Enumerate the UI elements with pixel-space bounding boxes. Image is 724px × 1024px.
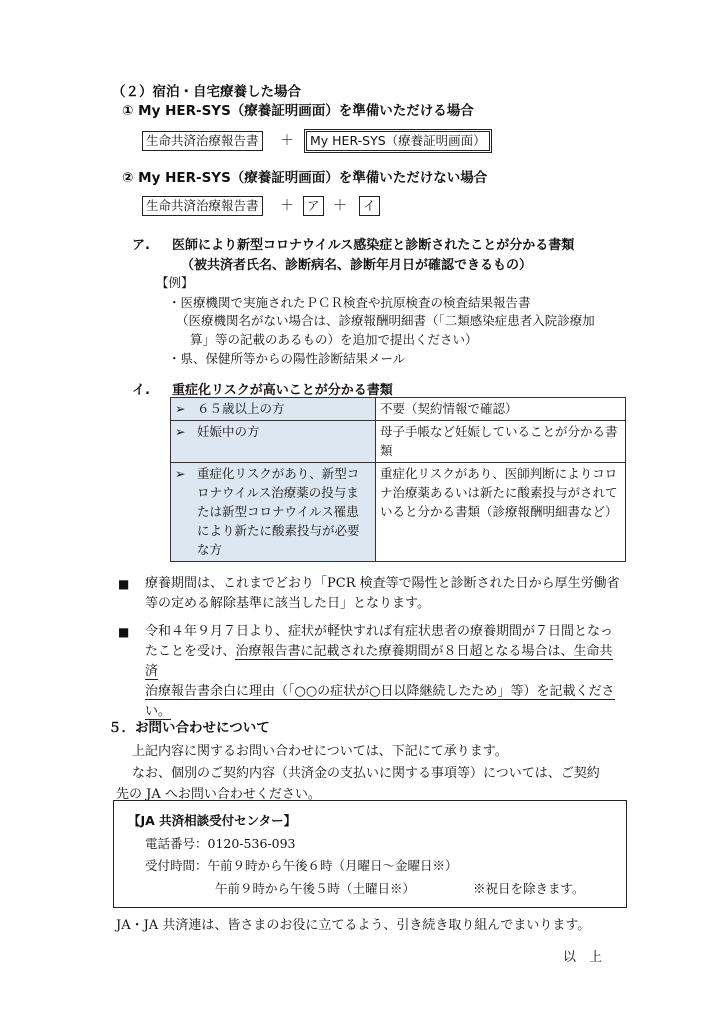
contact-hours: 受付時間：午前９時から午後６時（月曜日～金曜日※） bbox=[145, 858, 458, 873]
option2-title: ② My HER-SYS（療養証明画面）を準備いただけない場合 bbox=[122, 170, 488, 186]
contact-title: 【JA 共済相談受付センター】 bbox=[128, 813, 297, 828]
body-text: 先の JA へお問い合わせください。 bbox=[116, 787, 321, 802]
arrow-icon: ➢ bbox=[175, 466, 186, 481]
contact-hours: 午前９時から午後５時（土曜日※） bbox=[215, 881, 416, 896]
underlined-text: 治療報告書に記載された療養期間が８日超となる場合は、生命共済 bbox=[145, 644, 613, 679]
contact-box bbox=[113, 800, 627, 908]
example-line: （医療機関名がない場合は、診療報酬明細書（「二類感染症患者入院診療加 bbox=[176, 313, 595, 328]
item-a-title: 医師により新型コロナウイルス感染症と診断されたことが分かる書類 bbox=[172, 238, 575, 253]
option2-box-a: ア bbox=[303, 196, 324, 216]
required-document: 重症化リスクがあり、医師判断によりコロナ治療薬あるいは新たに酸素投与がされていると分かる書類（診療報酬明細書など） bbox=[376, 463, 626, 562]
plus-sign: ＋ bbox=[280, 133, 294, 149]
bullet-square: ■ bbox=[118, 577, 130, 591]
risk-condition: 妊娠中の方 bbox=[197, 424, 260, 439]
example-line: 算」等の記載のあるもの）を追加で提出ください） bbox=[190, 332, 478, 347]
option1-box-report: 生命共済治療報告書 bbox=[142, 131, 263, 151]
arrow-icon: ➢ bbox=[175, 424, 186, 439]
contact-phone: 電話番号：0120-536-093 bbox=[145, 836, 296, 851]
section-heading: （２）宿泊・自宅療養した場合 bbox=[112, 84, 301, 100]
example-line: ・県、保健所等からの陽性診断結果メール bbox=[168, 351, 406, 366]
item-a-subtitle: （被共済者氏名、診断病名、診断年月日が確認できるもの） bbox=[181, 258, 533, 273]
plus-sign: ＋ bbox=[280, 198, 294, 214]
required-document: 母子手帳など妊娠していることが分かる書類 bbox=[376, 421, 626, 463]
closing-text: JA・JA 共済連は、皆さまのお役に立てるよう、引き続き取り組んでまいります。 bbox=[116, 918, 591, 933]
risk-table bbox=[170, 397, 626, 562]
option2-box-i: イ bbox=[359, 196, 380, 216]
table-row bbox=[171, 463, 626, 562]
option1-title: ① My HER-SYS（療養証明画面）を準備いただける場合 bbox=[122, 103, 474, 119]
plus-sign: ＋ bbox=[333, 198, 347, 214]
option1-box-hersys: My HER-SYS（療養証明画面） bbox=[306, 131, 490, 151]
table-row bbox=[171, 398, 626, 421]
holiday-note: ※祝日を除きます。 bbox=[473, 881, 585, 896]
arrow-icon: ➢ bbox=[175, 401, 186, 416]
bullet-square: ■ bbox=[118, 625, 130, 639]
option2-box-report: 生命共済治療報告書 bbox=[142, 196, 263, 216]
example-line: ・医療機関で実施されたＰＣＲ検査や抗原検査の検査結果報告書 bbox=[168, 295, 531, 310]
underlined-text: 治療報告書余白に理由（「○○の症状が○日以降継続したため」等）を記載くださ bbox=[145, 684, 615, 699]
item-a-marker: ア. bbox=[132, 238, 150, 253]
underlined-text: い。 bbox=[145, 704, 172, 719]
risk-condition: 重症化リスクがあり、新型コロナウイルス治療薬の投与または新型コロナウイルス罹患により新たに酸素投与が必要な方 bbox=[197, 466, 360, 557]
item-i-marker: イ. bbox=[132, 383, 150, 398]
section-heading: ５．お問い合わせについて bbox=[108, 720, 270, 736]
end-mark: 以 上 bbox=[563, 950, 603, 965]
risk-condition: ６５歳以上の方 bbox=[197, 401, 285, 416]
required-document: 不要（契約情報で確認） bbox=[376, 398, 626, 421]
body-text: 上記内容に関するお問い合わせについては、下記にて承ります。 bbox=[132, 744, 508, 759]
table-row bbox=[171, 421, 626, 463]
note-paragraph: 令和４年９月７日より、症状が軽快すれば有症状患者の療養期間が７日間となっ たことを受け、治療報告書に記載された療養期間が８日超となる場合は、生命共済 治療報告書余白に理由（「○○の症状が○日以降継続したため」等）を記載くださ い。 bbox=[145, 624, 615, 719]
item-i-title: 重症化リスクが高いことが分かる書類 bbox=[172, 383, 393, 398]
note-paragraph: 療養期間は、これまでどおり「PCR 検査等で陽性と診断された日から厚生労働省 等の定める解除基準に該当した日」となります。 bbox=[145, 576, 620, 611]
example-label: 【例】 bbox=[156, 275, 194, 290]
body-text: なお、個別のご契約内容（共済金の支払いに関する事項等）については、ご契約 bbox=[132, 766, 600, 781]
